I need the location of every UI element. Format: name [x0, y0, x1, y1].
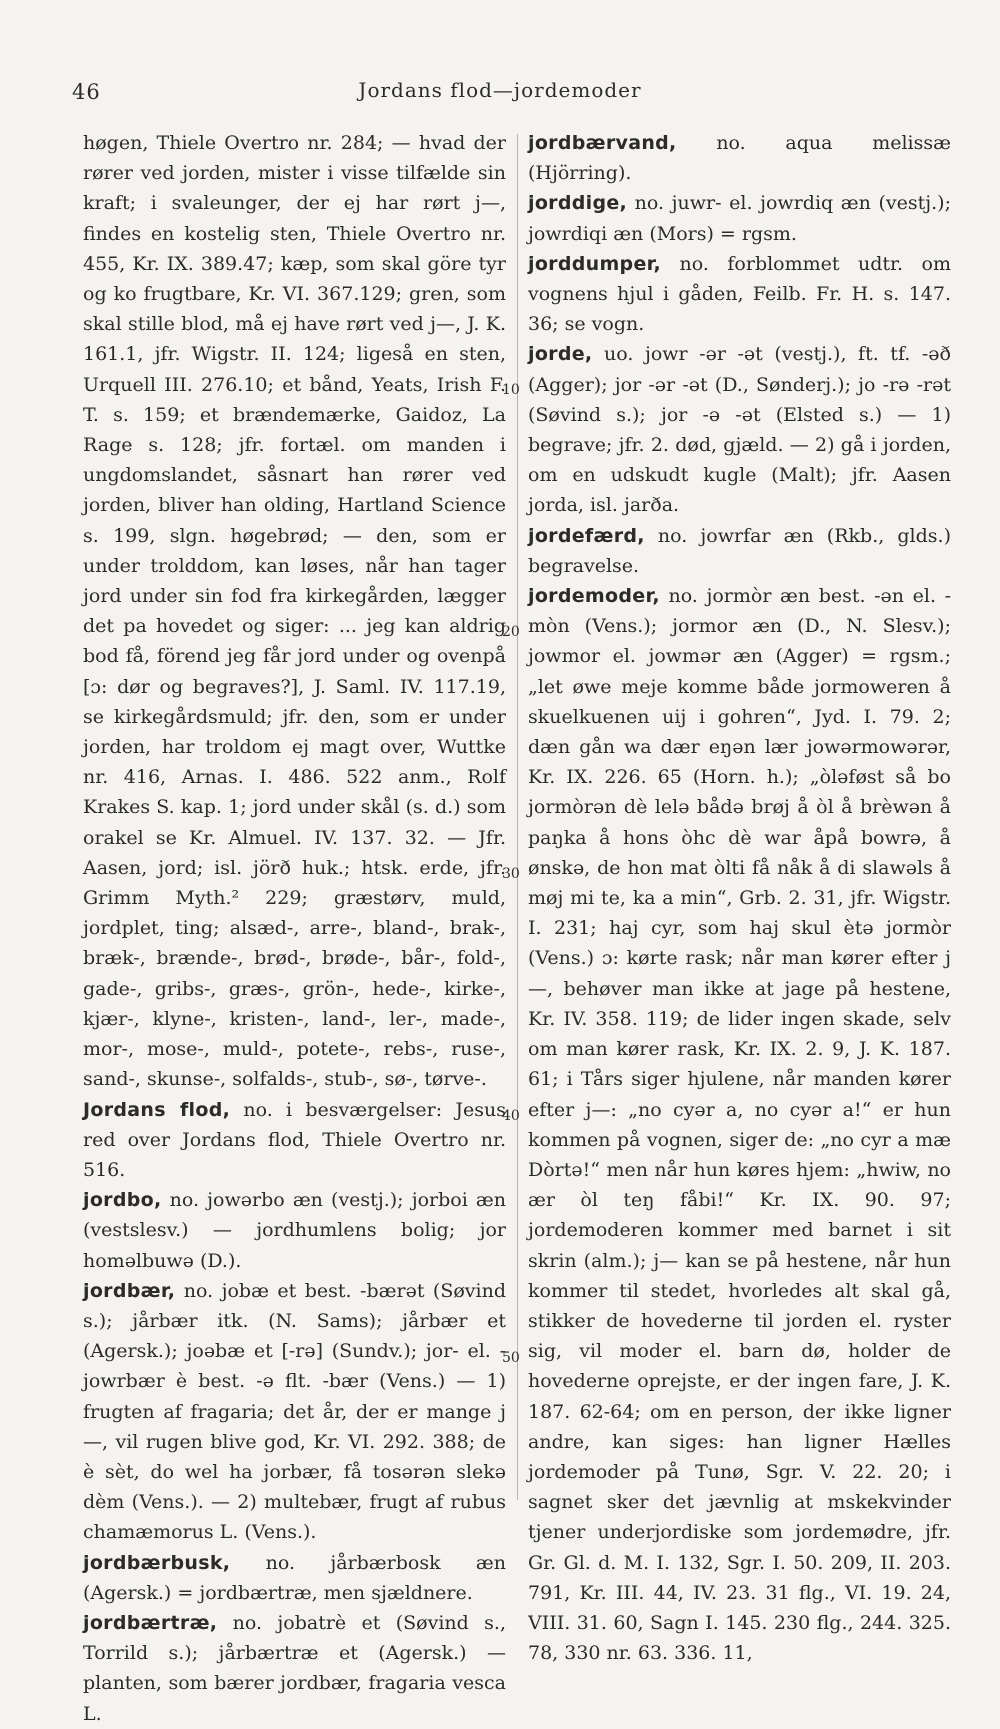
entry-headword: jordbo, — [83, 1189, 162, 1212]
dictionary-entry — [83, 1548, 506, 1608]
entry-text: no. forblommet udtr. om vognens hjul i gåden, Feilb. Fr. H. s. 147. 36; se vogn. — [528, 252, 952, 336]
entry-text: no. jormòr æn best. -ən el. -mòn (Vens.); jormor æn (D., N. Slesv.); jowmor el. jowmər æn (Agger) = rgsm.; „let øwe meje komme både jormoweren å skuelkuenen uij i gohren“, Jyd. I. 79. 2; dæn gån wa dær eŋən lær jowərmowərər, Kr. IX. 226. 65 (Horn. h.); „òləføst så bo jormòrən dè lelə bådə brøj å òl å brèwən å paŋka å hons òhc dè war åpå bowrə, å ønskə, de hon mat òlti få nåk å di slawəls å møj mi te, ka a min“, Grb. 2. 31, jfr. Wigstr. I. 231; haj cyr, som haj skul ètə jormòr (Vens.) ɔ: kørte rask; når man kører efter j—, behøver man ikke at jage på hestene, Kr. IV. 358. 119; de lider ingen skade, selv om man kører rask, Kr. IX. 2. 9, J. K. 187. 61; i Tårs siger hjulene, når manden kører efter j—: „no cyər a, no cyər a!“ er hun kommen på vognen, siger de: „no cyr a mæ Dòrtə!“ men når hun køres hjem: „hwiw, no ær òl teŋ fåbi!“ Kr. IX. 90. 97; jordemoderen kommer med barnet i sit skrin (alm.); j— kan se på hestene, når hun kommer til stedet, hvorledes alt skal gå, stikker de hovederne til jorden el. ryster sig, vil moder el. barn dø, holder de hovederne oprejste, er der ingen fare, J. K. 187. 62-64; om en person, der ikke ligner andre, kan siges: han ligner Hælles jordemoder på Tunø, Sgr. V. 22. 20; i sagnet sker det jævnlig at mskekvinder tjener underjordiske som jordemødre, jfr. Gr. Gl. d. M. I. 132, Sgr. I. 50. 209, II. 203. 791, Kr. III. 44, IV. 23. 31 flg., VI. 19. 24, VIII. 31. 60, Sagn I. 145. 230 flg., 244. 325. 78, 330 nr. 63. 336. 11, — [528, 585, 951, 1665]
entry-text: no. i besværgelser: Jesus red over Jordans flod, Thiele Overtro nr. 516. — [83, 1098, 506, 1181]
dictionary-entry — [83, 1185, 506, 1276]
entry-headword: jordefærd, — [528, 524, 645, 547]
entry-text: uo. jowr -ər -ət (vestj.), ft. tf. -əð (Agger); jor -ər -ət (D., Sønderj.); jo -rə -rət (Søvind s.); jor -ə -ət (Elsted s.) — 1) begrave; jfr. 2. død, gjæld. — 2) gå i jorden, om en udskudt kugle (Malt); jfr. Aasen jorda, isl. jarða. — [528, 343, 951, 517]
entry-headword: Jordans flod, — [83, 1098, 231, 1121]
line-number: 10 — [502, 382, 520, 398]
entry-headword: jorddumper, — [528, 252, 662, 275]
dictionary-entry — [83, 1276, 506, 1548]
entry-text: no. jowrfar æn (Rkb., glds.) begravelse. — [528, 524, 951, 577]
dictionary-entry — [83, 128, 506, 1095]
dictionary-entry — [528, 128, 951, 188]
page-number: 46 — [72, 80, 101, 104]
entry-headword: jordbær, — [83, 1279, 176, 1302]
entry-text: høgen, Thiele Overtro nr. 284; — hvad der rører ved jorden, mister i visse tilfælde sin kraft; i svaleunger, der ej har rørt j—, findes en kostelig sten, Thiele Overtro nr. 455, Kr. IX. 389.47; kæp, som skal göre tyr og ko frugtbare, Kr. VI. 367.129; gren, som skal stille blod, må ej have rørt ved j—, J. K. 161.1, jfr. Wigstr. II. 124; ligeså en sten, Urquell III. 276.10; et bånd, Yeats, Irish F. T. s. 159; et brændemærke, Gaidoz, La Rage s. 128; jfr. fortæl. om manden i ungdomslandet, såsnart han rører ved jorden, bliver han olding, Hartland Science s. 199, slgn. høgebrød; — den, som er under trolddom, kan løses, når han tager jord under sin fod fra kirkegården, lægger det pa hovedet og siger: ... jeg kan aldrig bod få, förend jeg får jord under og ovenpå [ɔ: dør og begraves?], J. Saml. IV. 117.19, se kirkegårdsmuld; jfr. den, som er under jorden, har troldom ej magt over, Wuttke nr. 416, Arnas. I. 486. 522 anm., Rolf Krakes S. kap. 1; jord under skål (s. d.) som orakel se Kr. Almuel. IV. 137. 32. — Jfr. Aasen, jord; isl. jörð huk.; htsk. erde, jfr. Grimm Myth.² 229; græstørv, muld, jordplet, ting; alsæd-, arre-, bland-, brak-, bræk-, brænde-, brød-, brøde-, bår-, fold-, gade-, gribs-, græs-, grön-, hede-, kirke-, kjær-, klyne-, kristen-, land-, ler-, made-, mor-, mose-, muld-, potete-, rebs-, ruse-, sand-, skunse-, solfalds-, stub-, sø-, tørve-. — [83, 132, 506, 1091]
entry-headword: jordbærbusk, — [83, 1551, 231, 1574]
dictionary-entry — [83, 1608, 506, 1729]
dictionary-entry — [528, 581, 951, 1668]
entry-headword: jorde, — [528, 343, 593, 366]
entry-headword: jorddige, — [528, 192, 628, 215]
dictionary-entry — [528, 521, 951, 581]
line-number: 50 — [502, 1350, 520, 1366]
line-number: 20 — [502, 624, 520, 640]
entry-headword: jordbærvand, — [528, 132, 677, 154]
right-column — [528, 128, 951, 1668]
entry-text: no. aqua melissæ (Hjörring). — [528, 132, 951, 185]
dictionary-entry — [528, 339, 951, 520]
dictionary-entry — [83, 1095, 506, 1186]
entry-text: no. juwr- el. jowrdiq æn (vestj.); jowrdiqi æn (Mors) = rgsm. — [528, 192, 951, 245]
entry-text: no. jowərbo æn (vestj.); jorboi æn (vestslesv.) — jordhumlens bolig; jor homəlbuwə (D.). — [83, 1189, 507, 1272]
entry-headword: jordemoder, — [528, 585, 660, 608]
entry-text: no. jobæ et best. -bærət (Søvind s.); jårbær itk. (N. Sams); jårbær et (Agersk.); joəbæ et [-rə] (Sundv.); jor- el. -jowrbær è best. -ə flt. -bær (Vens.) — 1) frugten af fragaria; det år, der er mange j—, vil rugen blive god, Kr. VI. 292. 388; de è sèt, do wel ha jorbær, få tosərən slekə dèm (Vens.). — 2) multebær, frugt af rubus chamæmorus L. (Vens.). — [83, 1279, 507, 1544]
column-divider — [517, 134, 518, 1500]
left-column — [83, 128, 506, 1729]
entry-text: no. jårbærbosk æn (Agersk.) = jordbærtræ, men sjældnere. — [83, 1551, 506, 1604]
entry-headword: jordbærtræ, — [83, 1611, 218, 1634]
running-head: Jordans flod—jordemoder — [358, 78, 642, 102]
line-number: 40 — [502, 1108, 520, 1124]
line-number: 30 — [502, 866, 520, 882]
dictionary-entry — [528, 188, 951, 248]
entry-text: no. jobatrè et (Søvind s., Torrild s.); jårbærtræ et (Agersk.) — planten, som bærer jordbær, fragaria vesca L. — [83, 1611, 507, 1725]
dictionary-entry — [528, 249, 951, 340]
